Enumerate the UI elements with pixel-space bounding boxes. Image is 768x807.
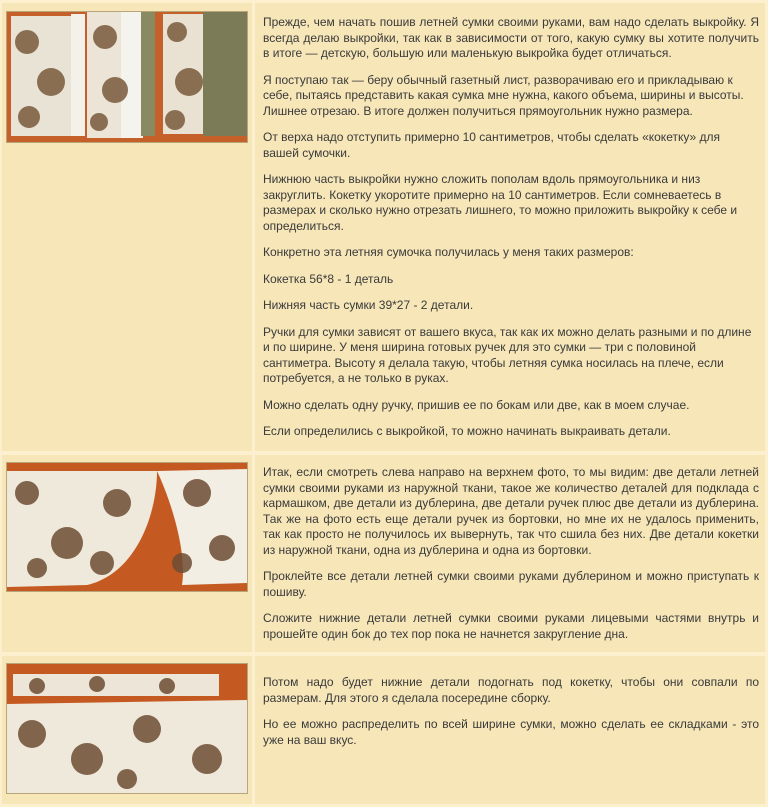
paragraph: От верха надо отступить примерно 10 сантиметров, чтобы сделать «кокетку» для вашей сумочки.: [263, 130, 720, 160]
image-cell: [2, 656, 252, 804]
paragraph: Нижняя часть сумки 39*27 - 2 детали.: [263, 298, 474, 312]
text-cell: [255, 3, 765, 451]
paragraph: Сложите нижние детали летней сумки своими руками лицевыми частями внутрь и прошейте один бок до тех пор пока не начнется закругление дна.: [263, 611, 759, 641]
paragraph: Но ее можно распределить по всей ширине сумки, можно сделать ее складками - это уже на ваш вкус.: [263, 717, 759, 747]
paragraph: Ручки для сумки зависят от вашего вкуса, так как их можно делать разными и по длине и по ширине. У меня ширина готовых ручек для это сумки — три с половиной сантиметра. Высоту я делала такую, чтобы летняя сумка носилась на плече, если потребуется, а не только в руках.: [263, 324, 752, 385]
paragraph: Потом надо будет нижние детали подогнать под кокетку, чтобы они совпали по размерам. Для этого я сделала посередине сборку.: [263, 675, 759, 705]
fabric-pieces-photo: [6, 11, 248, 143]
paragraph: Я поступаю так — беру обычный газетный лист, разворачиваю его и прикладываю к себе, пытаясь представить какая сумка мне нужна, какого объема, ширины и высоты. Лишнее отрезаю. В итоге должен получиться прямоугольник нужно размера.: [263, 72, 744, 118]
paragraph: Проклейте все детали летней сумки своими руками дублерином и можно приступать к пошиву.: [263, 569, 759, 599]
fabric-pieces-image: [7, 12, 247, 142]
text-cell: [255, 455, 765, 652]
image-cell: [2, 455, 252, 652]
bag-parts-photo: [6, 462, 248, 592]
paragraph: Прежде, чем начать пошив летней сумки своими руками, вам надо сделать выкройку. Я всегда делаю выкройки, так как в зависимости от того, какую сумку вы хотите получить в итоге — детскую, большую или маленькую выкройка будет отличаться.: [263, 15, 759, 60]
yoke-fitting-photo: [6, 663, 248, 794]
text-cell: [255, 656, 765, 804]
bag-parts-image: [7, 463, 247, 591]
paragraph: Можно сделать одну ручку, пришив ее по бокам или две, как в моем случае.: [263, 397, 690, 412]
paragraph: Нижнюю часть выкройки нужно сложить пополам вдоль прямоугольника и низ закруглить. Кокетку укоротите примерно на 10 сантиметров. Если сомневаетесь в размерах и сколько нужно отрезать лишнего, то можно приложить выкройку к себе и определиться.: [263, 172, 738, 233]
yoke-fitting-image: [7, 664, 247, 793]
paragraph: Если определились с выкройкой, то можно начинать выкраивать детали.: [263, 424, 671, 438]
image-cell: [2, 3, 252, 451]
paragraph: Кокетка 56*8 - 1 деталь: [263, 271, 394, 286]
paragraph: Конкретно эта летняя сумочка получилась у меня таких размеров:: [263, 245, 634, 259]
paragraph: Итак, если смотреть слева направо на верхнем фото, то мы видим: две детали летней сумки своими руками из наружной ткани, такое же количество деталей для подклада с кармашком, две детали из дублерина, две детали ручек плюс две детали из дублерина. Так же на фото есть еще детали ручек из бортовки, но мне их не удалось применить, так как просто не получилось их вывернуть, так что сшила без них. Две детали кокетки из наружной ткани, одна из дублерина и одна из бортовки.: [263, 465, 759, 557]
